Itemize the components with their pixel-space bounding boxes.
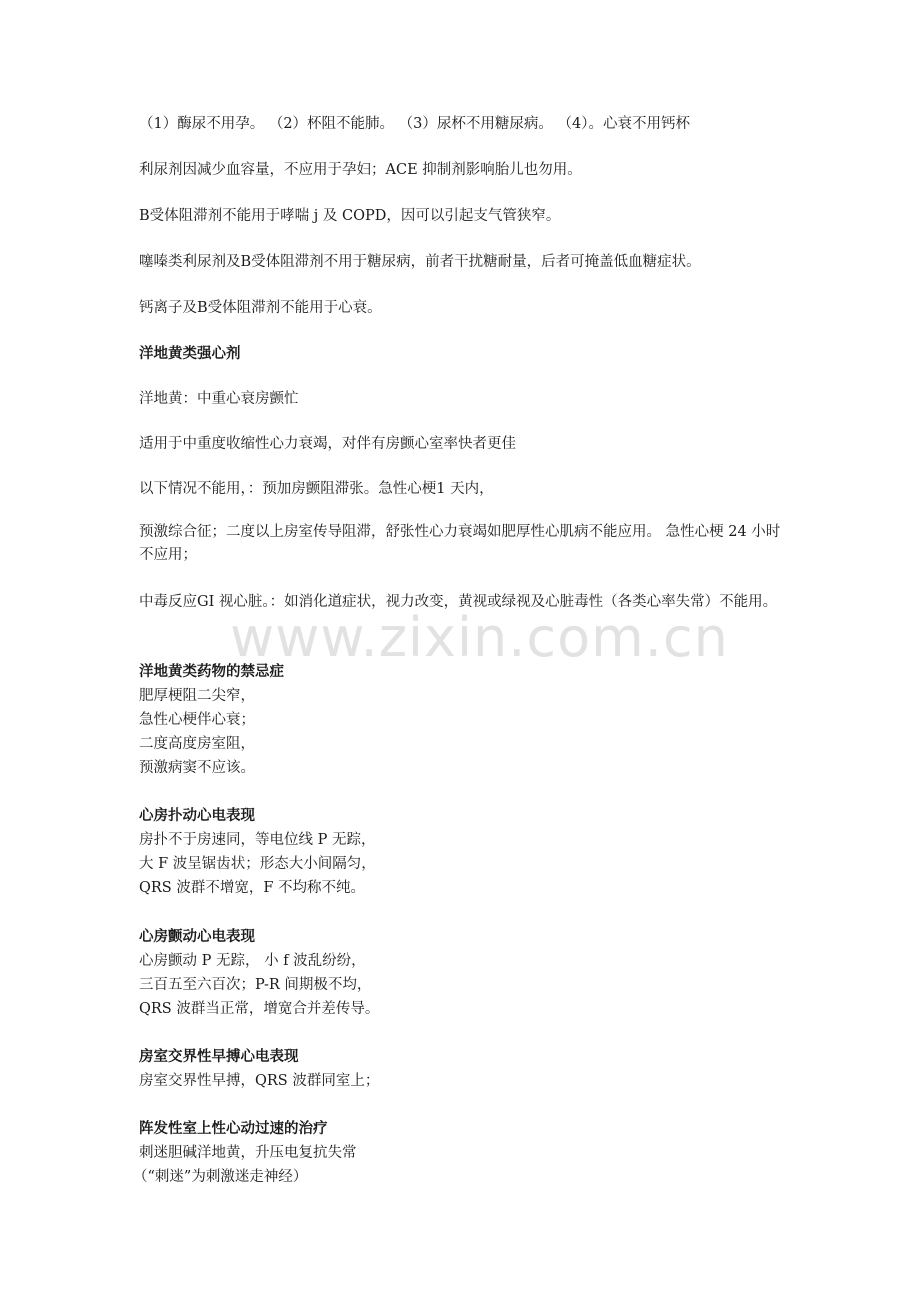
paragraph-diuretics-pregnancy: 利尿剂因减少血容量，不应用于孕妇；ACE 抑制剂影响胎儿也勿用。 <box>139 162 582 178</box>
section-heading: 心房扑动心电表现 <box>139 807 255 824</box>
paragraph-diabetes: 噻嗪类利尿剂及Β受体阻滞剂不用于糖尿病，前者干扰糖耐量，后者可掩盖低血糖症状。 <box>139 254 701 270</box>
section-line: 二度高度房室阻， <box>139 736 255 752</box>
section-line: 大 F 波呈锯齿状；形态大小间隔匀， <box>139 856 376 872</box>
section-heading: 阵发性室上性心动过速的治疗 <box>139 1120 328 1137</box>
digitalis-line-2: 适用于中重度收缩性心力衰竭，对伴有房颤心室率快者更佳 <box>139 436 516 452</box>
section-atrial-fibrillation <box>139 925 789 1021</box>
section-line: 急性心梗伴心衰； <box>139 712 255 728</box>
section-line: QRS 波群当正常，增宽合并差传导。 <box>139 1001 380 1017</box>
section-heading: 洋地黄类药物的禁忌症 <box>139 663 284 680</box>
section-digitalis-contraindications <box>139 660 789 780</box>
section-heading: 房室交界性早搏心电表现 <box>139 1048 299 1065</box>
section-heading: 心房颤动心电表现 <box>139 928 255 945</box>
watermark: www.zixin.com.cn <box>230 606 729 669</box>
section-line: 房扑不于房速同，等电位线 P 无踪， <box>139 832 376 848</box>
section-svt-treatment <box>133 1117 789 1189</box>
digitalis-line-4: 预激综合征；二度以上房室传导阻滞，舒张性心力衰竭如肥厚性心肌病不能应用。 急性心梗 24 小时不应用； <box>139 524 781 563</box>
section-line: QRS 波群不增宽，F 不均称不纯。 <box>139 880 366 896</box>
digitalis-line-3: 以下情况不能用，：预加房颤阻滞张。急性心梗1 天内， <box>139 481 494 497</box>
heading-digitalis: 洋地黄类强心剂 <box>139 345 241 362</box>
section-atrial-flutter <box>139 804 789 900</box>
section-line: 心房颤动 P 无踪， 小 f 波乱纷纷， <box>139 953 366 969</box>
section-line: 三百五至六百次；P-R 间期极不均， <box>139 977 372 993</box>
digitalis-line-5: 中毒反应GI 视心脏。：如消化道症状，视力改变，黄视或绿视及心脏毒性（各类心率失常）不能用。 <box>139 594 778 610</box>
digitalis-line-1: 洋地黄：中重心衰房颤忙 <box>139 391 299 407</box>
section-line: 预激病窦不应该。 <box>139 760 255 776</box>
section-line: 肥厚梗阻二尖窄， <box>139 688 255 704</box>
paragraph-contraindications-summary: （1）酶尿不用孕。 （2）杯阻不能肺。 （3）尿杯不用糖尿病。 （4）。心衰不用钙杯 <box>139 116 690 132</box>
paragraph-heart-failure: 钙离子及Β受体阻滞剂不能用于心衰。 <box>139 300 382 316</box>
section-line: （“刺迷”为刺激迷走神经） <box>133 1169 308 1185</box>
section-line: 房室交界性早搏，QRS 波群同室上； <box>139 1073 380 1089</box>
section-junctional-premature <box>139 1045 789 1093</box>
paragraph-beta-blocker-asthma: Β受体阻滞剂不能用于哮喘 j 及 COPD，因可以引起支气管狭窄。 <box>139 208 561 224</box>
section-line: 刺迷胆碱洋地黄，升压电复抗失常 <box>139 1145 357 1161</box>
